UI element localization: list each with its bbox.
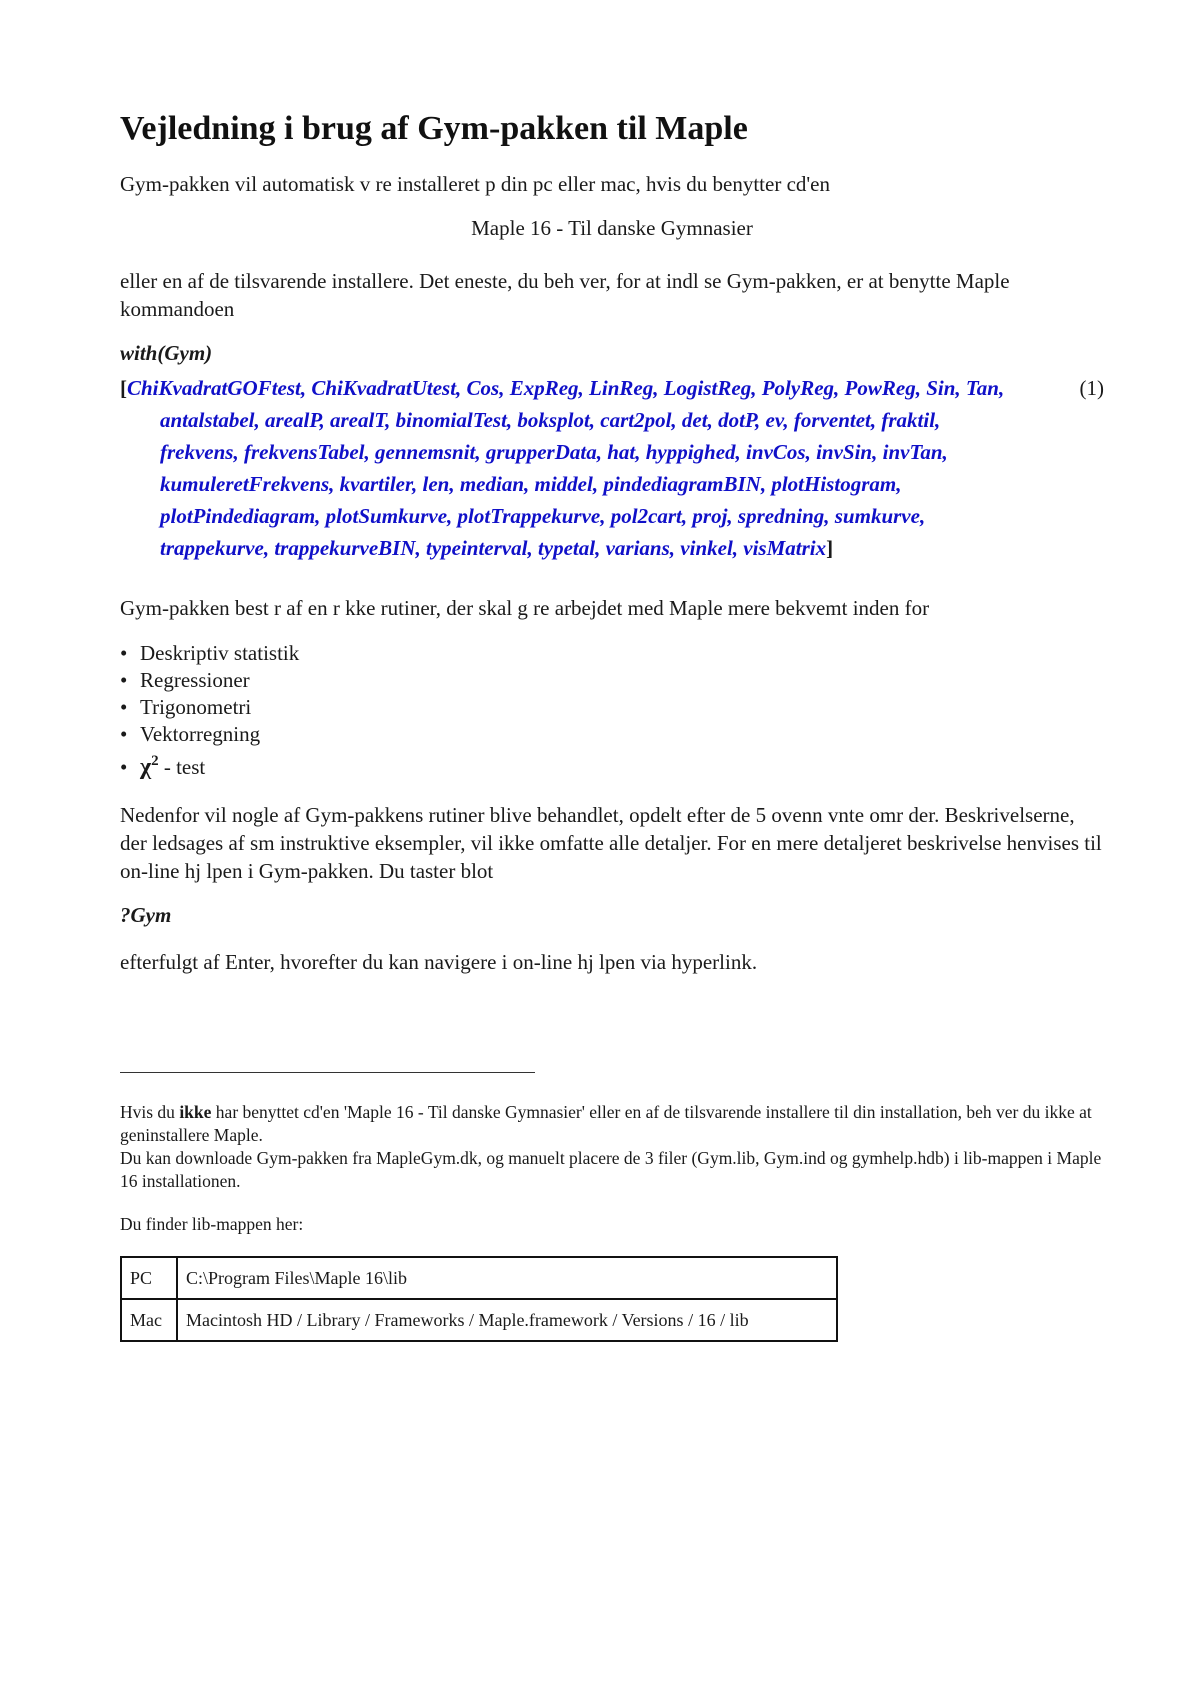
table-row xyxy=(121,1257,837,1299)
help-after-paragraph: efterfulgt af Enter, hvorefter du kan navigere i on-line hj lpen via hyperlink. xyxy=(120,950,758,974)
intro-paragraph-2: eller en af de tilsvarende installere. Det eneste, du beh ver, for at indl se Gym-pakken, er at benytte Maple kommandoen xyxy=(120,269,1010,321)
path-cell: C:\Program Files\Maple 16\lib xyxy=(177,1257,837,1299)
platform-cell: PC xyxy=(121,1257,177,1299)
chi-letter: χ xyxy=(140,754,152,780)
cd-name: Maple 16 - Til danske Gymnasier xyxy=(471,216,753,240)
output-close-bracket: ] xyxy=(826,536,834,560)
page-title: Vejledning i brug af Gym-pakken til Maple xyxy=(120,110,748,147)
footnote-divider xyxy=(120,1072,535,1073)
path-cell: Macintosh HD / Library / Frameworks / Maple.framework / Versions / 16 / lib xyxy=(177,1299,837,1341)
footnote-paragraph-1 xyxy=(120,1101,1104,1147)
intro-paragraph: Gym-pakken vil automatisk v re installeret p din pc eller mac, hvis du benytter cd'en xyxy=(120,172,830,196)
lib-path-table xyxy=(120,1256,838,1342)
details-paragraph: Nedenfor vil nogle af Gym-pakkens rutiner blive behandlet, opdelt efter de 5 ovenn vnte omr der. Beskrivelserne, der ledsages af sm instruktive eksempler, vil ikke omfatte alle detaljer. For en mere detaljeret beskrivelse henvises til on-line hj lpen i Gym-pakken. Du taster blot xyxy=(120,803,1102,883)
routines-intro: Gym-pakken best r af en r kke rutiner, der skal g re arbejdet med Maple mere bekvemt inden for xyxy=(120,596,930,620)
footnote-paragraph-3: Du finder lib-mappen her: xyxy=(120,1214,304,1234)
output-open-bracket: [ xyxy=(120,376,127,400)
chi-exponent: 2 xyxy=(151,753,159,769)
footnote-text: Hvis du xyxy=(120,1102,180,1122)
output-items: ChiKvadratGOFtest, ChiKvadratUtest, Cos, ExpReg, LinReg, LogistReg, PolyReg, PowReg, Sin, Tan, antalstabel, arealP, arealT, binomialTest, boksplot, cart2pol, det, dotP, ev, forventet, fraktil, frekvens, frekvensTabel, gennemsnit, grupperData, hat, hyppighed, invCos, invSin, invTan, kumuleretFrekvens, kvartiler, len, median, middel, pindediagramBIN, plotHistogram, plotPindediagram, plotSumkurve, plotTrappekurve, pol2cart, proj, spredning, sumkurve, trappekurve, trappekurveBIN, typeinterval, typetal, varians, vinkel, visMatrix xyxy=(127,376,1005,560)
footnote-paragraph-2: Du kan downloade Gym-pakken fra MapleGym.dk, og manuelt placere de 3 filer (Gym.lib, Gym.ind og gymhelp.hdb) i lib-mappen i Maple 16 installationen. xyxy=(120,1148,1102,1191)
footnote-emphasis: ikke xyxy=(179,1102,212,1122)
topic-list xyxy=(120,640,1104,781)
list-item: • Deskriptiv statistik xyxy=(120,640,1104,667)
equation-number: (1) xyxy=(1079,376,1104,400)
chi-symbol xyxy=(140,754,159,780)
list-item-chi-test xyxy=(120,748,1104,781)
maple-command: with(Gym) xyxy=(120,341,213,365)
list-item: • Regressioner xyxy=(120,667,1104,694)
platform-cell: Mac xyxy=(121,1299,177,1341)
list-item: • Vektorregning xyxy=(120,721,1104,748)
chi-suffix: - test xyxy=(158,755,206,779)
maple-output xyxy=(120,372,1104,564)
footnote-text: har benyttet cd'en 'Maple 16 - Til danske Gymnasier' eller en af de tilsvarende installere til din installation, beh ver du ikke at geninstallere Maple. xyxy=(120,1102,1092,1145)
table-row xyxy=(121,1299,837,1341)
help-command: ?Gym xyxy=(120,903,172,927)
list-item: • Trigonometri xyxy=(120,694,1104,721)
